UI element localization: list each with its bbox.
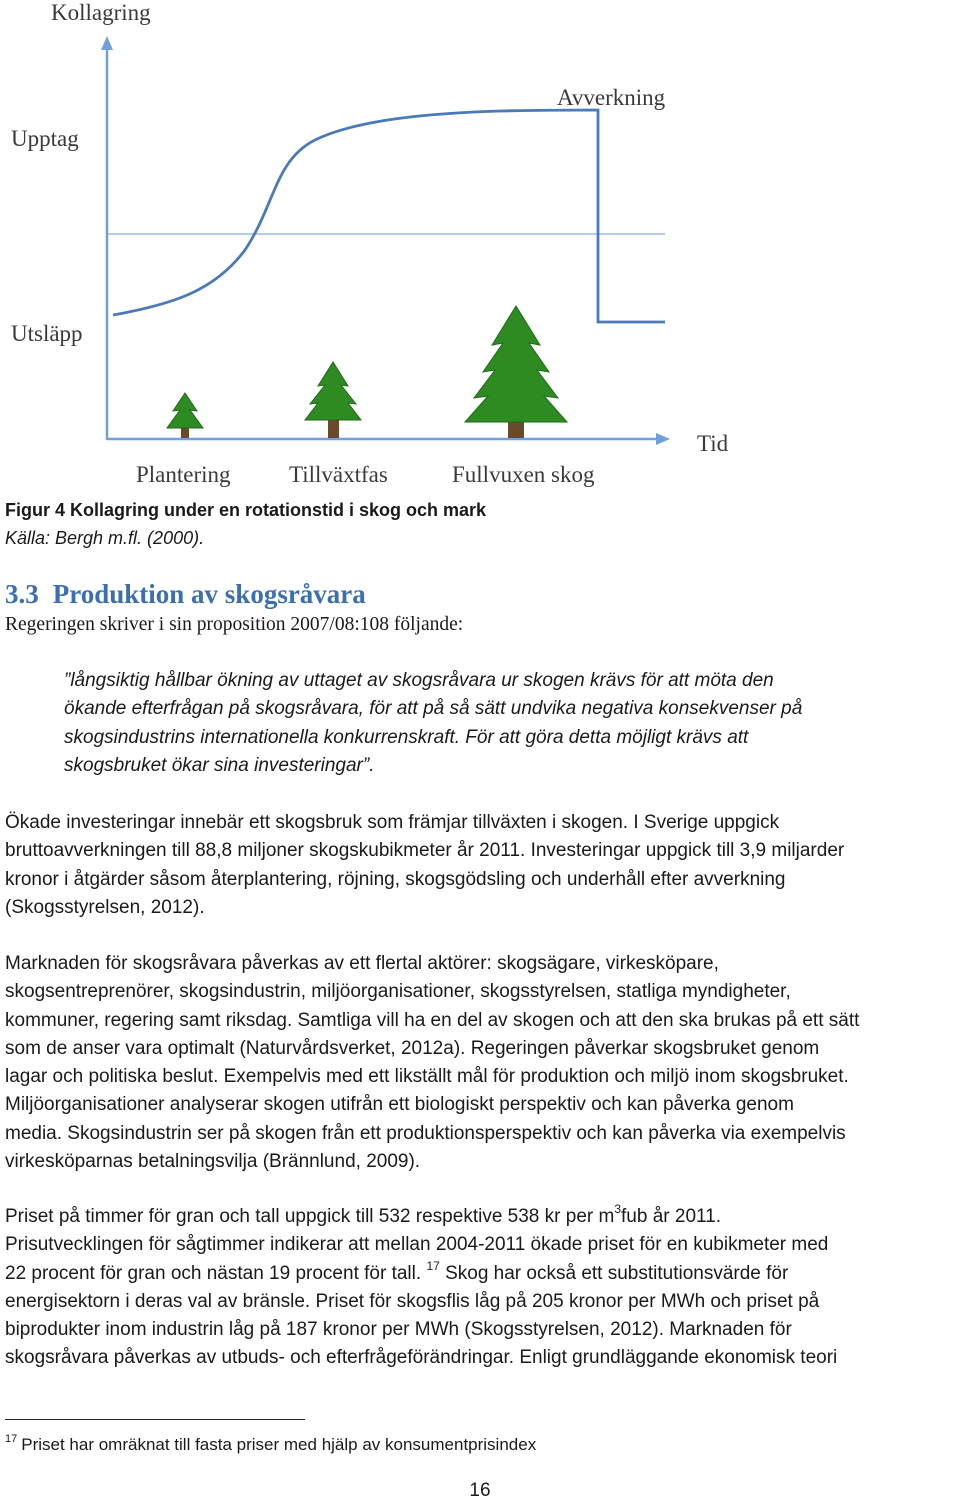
paragraph-line: Prisutvecklingen för sågtimmer indikerar att mellan 2004-2011 ökade priset för en kubikmeter med — [5, 1234, 829, 1256]
section-title: Produktion av skogsråvara — [52, 579, 366, 609]
paragraph-market-actors — [5, 950, 960, 1176]
figure-graphic — [0, 0, 960, 495]
page-number: 16 — [469, 1480, 491, 1501]
x-axis-label: Tid — [697, 431, 729, 456]
section-number: 3.3 — [5, 579, 39, 609]
price-change-text: 22 procent för gran och nästan 19 procent för tall. — [5, 1262, 422, 1284]
curve-label: Avverkning — [557, 85, 666, 110]
carbon-curve — [113, 110, 665, 322]
price-unit-text: fub år 2011. — [621, 1206, 722, 1227]
upper-label: Upptag — [11, 126, 79, 151]
quote-line: ökande efterfrågan på skogsråvara, för att på så sätt undvika negativa konsekvenser på — [64, 698, 803, 720]
carbon-storage-figure — [0, 0, 960, 495]
footnote-divider — [5, 1419, 305, 1420]
paragraph-line: kronor i åtgärder såsom återplantering, röjning, skogsgödsling och underhåll efter avverkning — [5, 868, 786, 890]
intro-line: Regeringen skriver i sin proposition 2007/08:108 följande: — [5, 614, 464, 635]
paragraph-line: Miljöorganisationer analyserar skogen utifrån ett biologiskt perspektiv och kan påverka genom — [5, 1094, 794, 1116]
paragraph-line: lagar och politiska beslut. Exempelvis med ett likställt mål för produktion och miljö inom skogsbruket. — [5, 1066, 849, 1088]
paragraph-line: virkesköparnas betalningsvilja (Brännlund, 2009). — [5, 1151, 421, 1173]
footnote — [5, 1432, 536, 1458]
footnote-text: Priset har omräknat till fasta priser med hjälp av konsumentprisindex — [21, 1435, 537, 1454]
proposition-quote — [64, 667, 802, 781]
quote-line: ”långsiktig hållbar ökning av uttaget av skogsråvara ur skogen krävs för att möta den — [64, 670, 774, 691]
paragraph-line: skogsentreprenörer, skogsindustrin, miljöorganisationer, skogsstyrelsen, statliga myndigheter, — [5, 981, 791, 1003]
paragraph-line: media. Skogsindustrin ser på skogen från ett produktionsperspektiv och kan påverka via exempelvis — [5, 1122, 846, 1144]
paragraph-line: Ökade investeringar innebär ett skogsbruk som främjar tillväxten i skogen. I Sverige uppgick — [5, 812, 780, 833]
paragraph-line: biprodukter inom industrin låg på 187 kronor per MWh (Skogsstyrelsen, 2012). Marknaden för — [5, 1319, 792, 1341]
superscript-three: 3 — [614, 1202, 622, 1216]
quote-line: skogsbruket ökar sina investeringar”. — [64, 755, 375, 777]
large-tree-icon — [465, 306, 567, 438]
x-axis-arrow-icon — [656, 433, 670, 445]
paragraph-line — [5, 1260, 960, 1288]
y-axis-label: Kollagring — [51, 0, 151, 25]
paragraph-line: kommuner, regering samt riksdag. Samtliga vill ha en del av skogen och att den ska brukas på ett sätt — [5, 1009, 860, 1031]
stage-label-mature: Fullvuxen skog — [452, 462, 595, 487]
paragraph-line: som de anser vara optimalt (Naturvårdsverket, 2012a). Regeringen påverkar skogsbruket genom — [5, 1037, 820, 1059]
paragraph-investments — [5, 809, 960, 922]
substitution-text: Skog har också ett substitutionsvärde för — [439, 1262, 789, 1284]
paragraph-line: skogsråvara påverkas av utbuds- och efterfrågeförändringar. Enligt grundläggande ekonomisk teori — [5, 1347, 838, 1369]
medium-tree-icon — [305, 362, 361, 438]
figure-caption: Figur 4 Kollagring under en rotationstid i skog och mark — [5, 500, 487, 520]
paragraph-prices — [5, 1203, 960, 1373]
price-text: Priset på timmer för gran och tall uppgick till 532 respektive 538 kr per m — [5, 1206, 615, 1227]
y-axis-arrow-icon — [101, 36, 113, 50]
section-heading — [5, 574, 366, 614]
paragraph-line — [5, 1203, 960, 1231]
paragraph-line: (Skogsstyrelsen, 2012). — [5, 896, 205, 918]
paragraph-line: energisektorn i deras val av bränsle. Priset för skogsflis låg på 205 kronor per MWh och priset på — [5, 1290, 820, 1312]
stage-label-growth: Tillväxtfas — [289, 462, 388, 487]
footnote-marker: 17 — [5, 1433, 18, 1445]
paragraph-line: bruttoavverkningen till 88,8 miljoner skogskubikmeter år 2011. Investeringar uppgick till 3,9 miljarder — [5, 840, 845, 862]
paragraph-line: Marknaden för skogsråvara påverkas av ett flertal aktörer: skogsägare, virkesköpare, — [5, 953, 719, 974]
stage-label-planting: Plantering — [136, 462, 231, 487]
lower-label: Utsläpp — [11, 321, 83, 346]
footnote-reference[interactable]: 17 — [426, 1258, 440, 1273]
small-tree-icon — [167, 393, 203, 438]
quote-line: skogsindustrins internationella konkurrenskraft. För att göra detta möjligt krävs att — [64, 726, 749, 748]
figure-source: Källa: Bergh m.fl. (2000). — [5, 528, 205, 548]
